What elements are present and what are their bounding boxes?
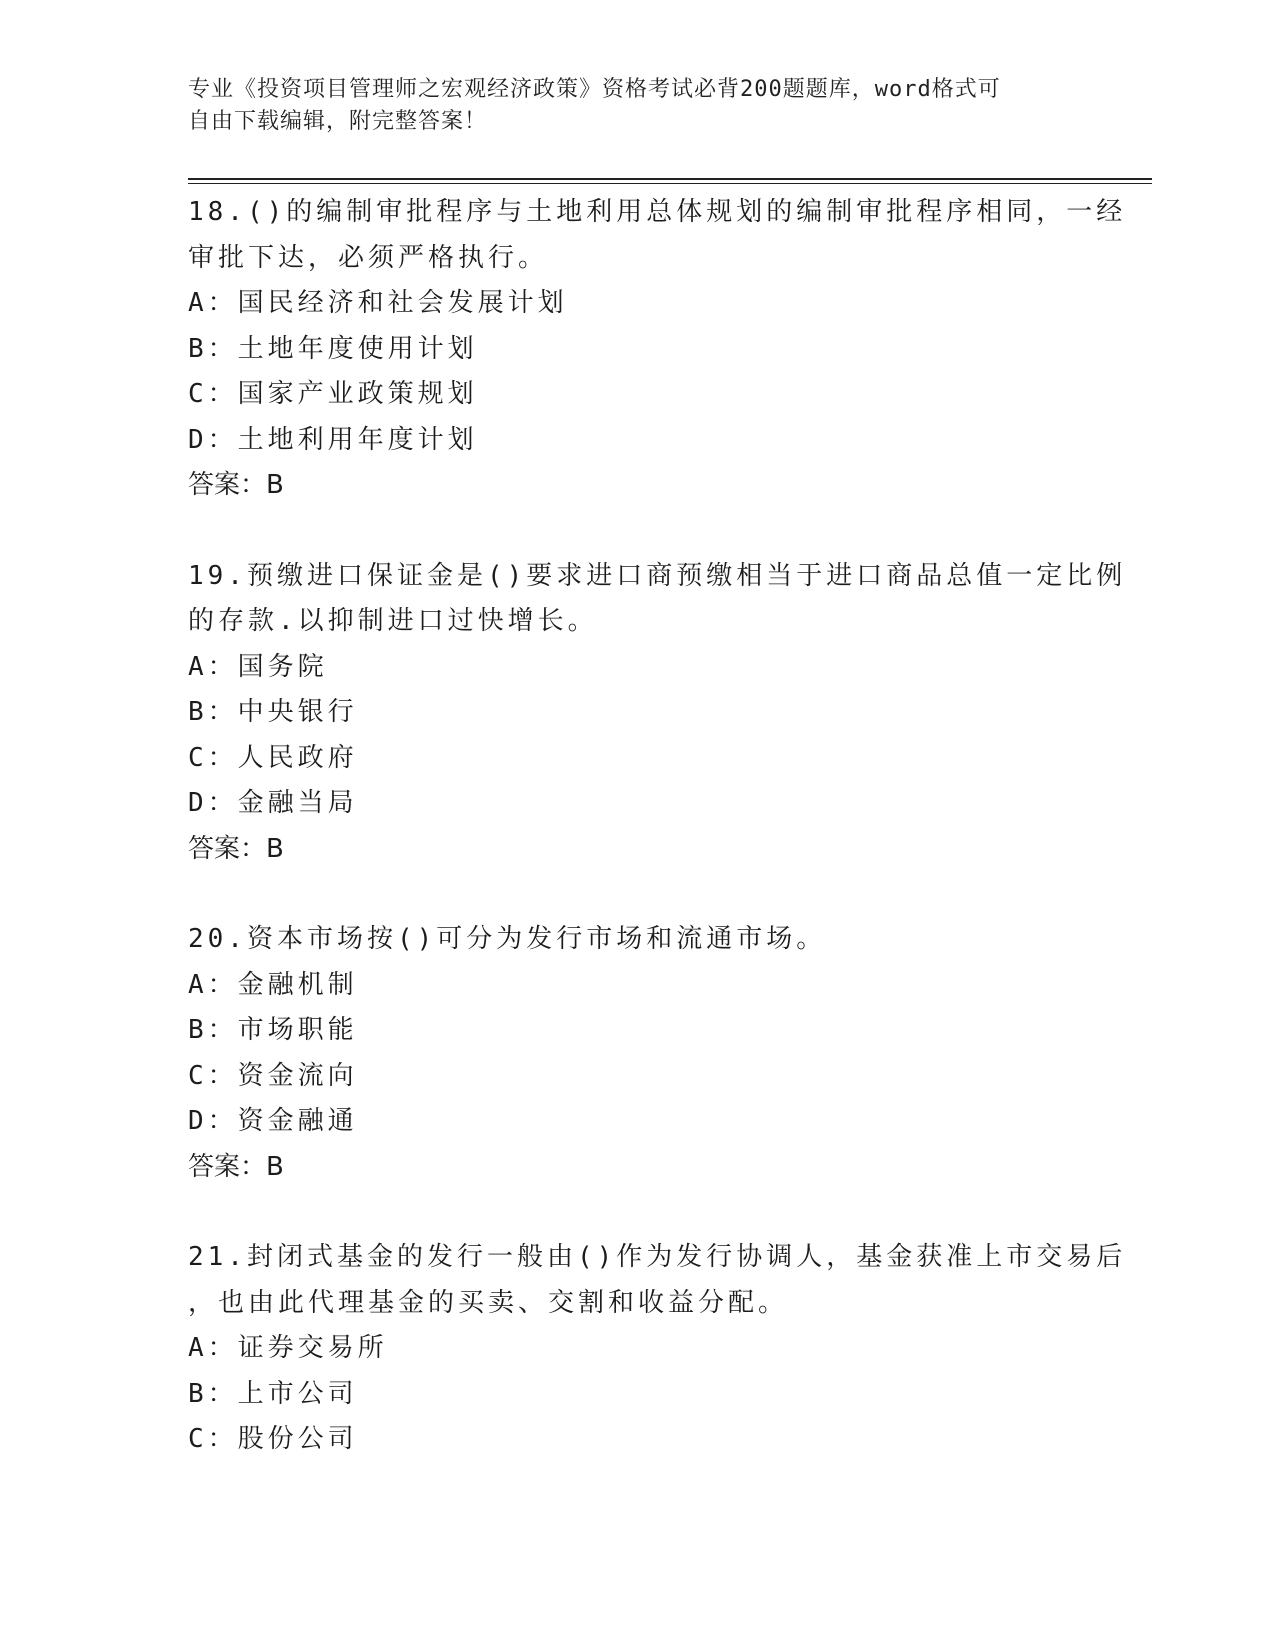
answer-option: C：股份公司 bbox=[188, 1424, 358, 1454]
question-stem bbox=[188, 190, 1127, 281]
question-list bbox=[188, 190, 1127, 1508]
answer-option: D：资金融通 bbox=[188, 1106, 358, 1136]
answer-option: C：资金流向 bbox=[188, 1060, 358, 1091]
answer-label: 答案： bbox=[188, 470, 267, 500]
answer-label: 答案： bbox=[188, 1151, 267, 1182]
question-stem bbox=[188, 1235, 1127, 1326]
answer-line bbox=[188, 463, 1088, 509]
answer-value: B bbox=[266, 1151, 288, 1182]
document-header bbox=[188, 74, 1068, 138]
answer-line bbox=[188, 827, 1088, 873]
answer-line bbox=[188, 1145, 1088, 1191]
answer-option: B：中央银行 bbox=[188, 697, 358, 727]
answer-option: A：国务院 bbox=[188, 651, 328, 682]
answer-option: D：土地利用年度计划 bbox=[188, 424, 478, 455]
answer-option: A：国民经济和社会发展计划 bbox=[188, 288, 568, 318]
answer-option: C：人民政府 bbox=[188, 742, 358, 773]
header-divider-thin bbox=[188, 183, 1152, 184]
question-block bbox=[188, 554, 1127, 873]
question-stem-line: 审批下达，必须严格执行。 bbox=[188, 242, 549, 273]
question-stem-line: 20.资本市场按()可分为发行市场和流通市场。 bbox=[188, 924, 827, 954]
question-stem-line: 的存款.以抑制进口过快增长。 bbox=[188, 606, 598, 636]
question-block bbox=[188, 190, 1127, 509]
question-stem bbox=[188, 554, 1127, 645]
answer-value: B bbox=[266, 833, 288, 864]
header-line-2: 自由下载编辑，附完整答案！ bbox=[188, 109, 488, 134]
answer-option: B：上市公司 bbox=[188, 1378, 358, 1409]
answer-option: D：金融当局 bbox=[188, 788, 358, 818]
question-stem-line: 19.预缴进口保证金是()要求进口商预缴相当于进口商品总值一定比例 bbox=[188, 560, 1127, 591]
answer-label: 答案： bbox=[188, 833, 267, 864]
question-stem-line: 21.封闭式基金的发行一般由()作为发行协调人，基金获准上市交易后 bbox=[188, 1242, 1127, 1272]
header-divider-thick bbox=[188, 178, 1152, 180]
question-block bbox=[188, 917, 1088, 1190]
header-line-1: 专业《投资项目管理师之宏观经济政策》资格考试必背200题题库，word格式可 bbox=[188, 77, 1001, 102]
answer-value: B bbox=[266, 470, 288, 500]
question-stem-line: ，也由此代理基金的买卖、交割和收益分配。 bbox=[188, 1287, 789, 1318]
answer-option: C：国家产业政策规划 bbox=[188, 379, 478, 409]
answer-option: A：证券交易所 bbox=[188, 1333, 388, 1363]
question-stem-line: 18.()的编制审批程序与土地利用总体规划的编制审批程序相同，一经 bbox=[188, 197, 1127, 227]
answer-option: A：金融机制 bbox=[188, 969, 358, 1000]
answer-option: B：市场职能 bbox=[188, 1015, 358, 1045]
question-block bbox=[188, 1235, 1127, 1463]
question-stem bbox=[188, 917, 1088, 963]
answer-option: B：土地年度使用计划 bbox=[188, 333, 478, 364]
